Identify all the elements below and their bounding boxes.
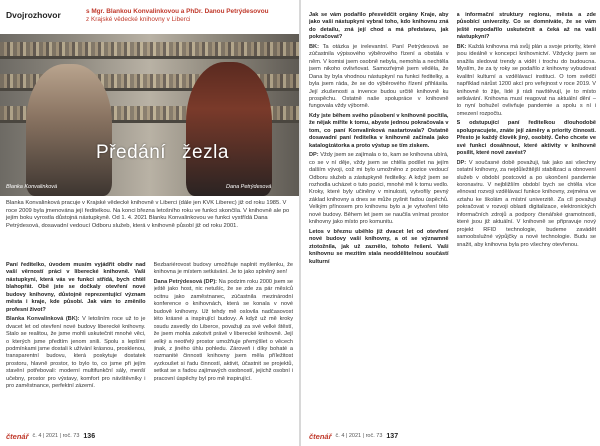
page-number: 137 — [386, 432, 399, 440]
question-text: Letos v březnu uběhlo již dvacet let od otevření nové budovy vaší knihovny, a ot se významně ztotožnila, jak už zaznělo, tohoto řešení. Vaši knihovnu se mezitím stala neoddělitelnou součástí kulturní — [309, 228, 449, 265]
page-number: 136 — [83, 432, 96, 440]
question-text: Paní ředitelko, úvodem musím vyjádřit obdiv nad vaší věrností práci v liberecké knihovně. Vaši nástupkyni, která vás ve funkci střídá, bych chtěl blahopřát. Obě jste se dočkaly otevření nové budovy knihovny, důstojně reprezentující význam města i kraje, kde působí. Jak vám to změnilo profesní život? — [6, 262, 146, 313]
answer-text: Na podzim roku 2000 jsem se ještě jako host, nic netušíc, že se zde za pár měsíců ocitnu jako zaměstnanec, zúčastnila mezinárodní konference o knihovnách, která se konala v nové budově knihovny. Už tehdy mě oslovila nadčasovost této krásné a inspirující budovy. A když už mě kroky osudu zavedly do Liberce, považuji za své velké štěstí, že jsem mohla zakotvit právě v liberecké knihovně. Její velký a neotřelý prostor umožňuje přemýšlet o věcech jinak, z jiného úhlu pohledu. Zároveň i díky bohaté a rozmanité činnosti knihovny jsem měla příležitost vyzkoušet si řadu činností, aktivit, účastnit se projektů, setkat se s řadou zajímavých osobností, jejichž osobní i pracovní úspěchy byl pro mě inspirující. — [153, 278, 293, 382]
answer-text: Bezbariérovost budovy umožňuje naplnit myšlenku, že knihovna je místem setkávání. Je to jako splněný sen! — [153, 262, 293, 276]
right-body-columns — [309, 12, 596, 424]
issue-info: č. 4 | 2021 | roč. 73 — [335, 433, 383, 439]
question-paragraph — [309, 229, 449, 266]
right-column-1 — [309, 12, 449, 424]
question-text: a informační struktury regionu, města a zde působící univerzity. Co se domníváte, že se vám ještě nepodařilo uskutečnit a čeká až na vaši nástupkyni? — [456, 12, 596, 41]
answer-text: V současné době považuji, tak jako asi všechny ostatní knihovny, za nejdůležitější stabilizaci a obnovení služeb v období postcovid a po ukončení pandemie koronaviru. V nejbližším období bych se chtěla více věnovat rozvoji vzdělávací funkce knihovny, zejména ve vztahu ke školám a místní univerzitě. Za cíl považuji pokračovat v rozvoji oblasti digitalizace, elektronických informačních zdrojů a podpory čtenářské gramotnosti, které jsou již aktuální. V knihovně se připravuje nový projekt RFID technologie, budeme zavádět samoobslužné výpůjčky a nové technologie. Budu se snažit, aby knihovna byla pro všechny otevřenou. — [456, 159, 596, 248]
right-footer — [309, 430, 398, 442]
header-photo — [0, 34, 299, 196]
photo-headline — [96, 142, 229, 164]
magazine-brand: čtenář — [6, 431, 29, 441]
article-subtitle — [86, 8, 291, 24]
answer-paragraph — [154, 279, 294, 383]
headline-word-2: žezla — [182, 142, 229, 163]
answer-paragraph — [457, 160, 597, 249]
speaker-label: BK: — [456, 43, 467, 50]
question-text: Jak se vám podařilo přesvědčit orgány Kraje, aby jako vaši nástupkyni vybral toho, kdo knihovnu zná do detailu, zná její chod a má představu, jak pokračovat? — [309, 12, 449, 41]
answer-paragraph — [457, 44, 597, 119]
question-paragraph — [309, 113, 449, 150]
left-column-2 — [154, 262, 294, 424]
issue-info: č. 4 | 2021 | roč. 73 — [32, 433, 80, 439]
photo-caption-right: Dana Petrýdesová — [226, 184, 272, 190]
answer-text: Ta otázka je irelevantní. Paní Petrýdesová se zúčastnila výpisového výběrového řízení a obstála v něm. V komisi jsem osobně nebyla, nemohla a nechtěla jsem nikoho ovlivňovat. Samozřejmě jsem věděla, že Dana by byla vhodnou nástupkyní na funkci ředitelky, a byla jsem ráda, že se do výběrového řízení přihlásila. Její zkušenosti a invence budou určitě knihovně ku prospěchu. Ostatně naše spolupráce v knihovně fungovala vždy výborně. — [309, 43, 449, 110]
headline-word-1: Předání — [96, 142, 167, 163]
left-footer — [6, 430, 95, 442]
left-page — [0, 0, 299, 446]
article-header — [0, 0, 299, 36]
right-column-2 — [457, 12, 597, 424]
photo-caption-left: Blanka Konvalinková — [6, 184, 58, 190]
speaker-label: Blanka Konvalinková (BK): — [6, 316, 80, 323]
question-text: Kdy jste během svého působení v knihovně pocítila, že nějak míříte k tomu, abyste jednou pokračovala v tom, co paní Konvalinková nastartovala? Ostatně dosavadní paní ředitelka v knihovně začínala jako katalogizátorka a proto výstup se tím ziskem. — [309, 112, 449, 149]
right-page — [301, 0, 600, 446]
speaker-label: Dana Petrýdesová (DP): — [153, 278, 218, 285]
question-paragraph — [457, 120, 597, 157]
speaker-label: BK: — [309, 43, 319, 50]
answer-text: Každá knihovna má svůj plán a svoje priority, které jsou ideálně v koncepci knihovnictví. Vždycky jsem se snažila sledovat trendy a vidět i trochu do budoucna. Myslím, že za ty roky se podařilo z knihovny vybudovat kvalitní kulturní a vzdělávací instituci. O tom svědčí například nárůst 1200 akcí pro veřejnost v roce 2019. V knihovně to žije, lidé ji rádi navštěvují, je to místo setkávání. Knihovna musí reagovat na aktuální dění – to nyní bohužel ovlivňuje pandemie a spolu s ní i omezení rozpočtu. — [456, 43, 596, 117]
intro-paragraph: Blanka Konvalinková pracuje v Krajské vědecké knihovně v Liberci (dále jen KVK Liberec) již od roku 1985. V roce 2009 byla jmenována její ředitelkou. Na konci března letošního roku ve funkci skončila. V knihovně ale po jejím boku vyrostla důstojná nástupkyně. Od 1. 4. 2021 Blanku Konvalinkovou ve funkci vystřídá Dana Petrýdesová, dosavadní vedoucí Odboru služeb, která v knihovně působí již od roku 2001. — [6, 200, 290, 229]
speaker-label: DP: — [456, 159, 467, 166]
answer-text: V letošním roce už to je dvacet let od otevření nové budovy liberecké knihovny. Stalo se realitou, že jsme mohli uskutečnit mnohé věci, o kterých jsme předtím jenom snili. Spolu s lepšími podmínkami jsme dostali k užívání krásnou, prosklenou, transparentní budovu, která poskytuje dostatek prostoru, hlavně prostor, to bylo to, co jsme při jejím stavění potřebovali: moderní multifunkční sály, menší učebny, prostor pro výstavy, komfort pro návštěvníky i pro zaměstnance, perfektní zázemí. — [6, 316, 146, 390]
question-paragraph — [309, 12, 449, 42]
magazine-brand: čtenář — [309, 431, 332, 441]
answer-paragraph — [154, 262, 294, 277]
answer-paragraph — [309, 44, 449, 111]
question-paragraph — [457, 12, 597, 42]
speaker-label: DP: — [309, 152, 319, 159]
bookshelf-row — [0, 42, 299, 56]
portrait-right — [186, 62, 272, 196]
left-body-columns — [6, 262, 293, 424]
question-text: S odstupující paní ředitelkou dlouhodobě spolupracujete, znáte její záměry a priority činnosti. Přesto je každý člověk jiný, osobitý. Čeho chcete ve své funkci dosáhnout, které aktivity v knihovně posílit, které nově zavést? — [456, 120, 596, 157]
question-paragraph — [6, 262, 146, 314]
answer-text: Vždy jsem se zajímala o to, kam se knihovna ubírá, co se v ní děje, vždy jsem se chtěla podílet na jejím dalším vývoji, což mi bylo umožněno z pozice vedoucí Odboru služeb a zástupkyně ředitelky. A když jsem se rozhodla ucházet o tuto pozici, mnohé mě k tomu vedlo. Kroky, které byly učiněny v minulosti, vytvořily pevný základ knihovny a dnes se může pyšnit řadou úspěchů. Velkým přínosem pro knihovnu bylo a je vytvoření této nové budovy. Během let jsem se naučila vnímat prostor knihovny jako místo pro komunitu. — [309, 152, 449, 226]
answer-paragraph — [6, 316, 146, 391]
portrait-left — [26, 64, 112, 196]
rubric-title: Dvojrozhovor — [6, 10, 61, 20]
subtitle-organization: z Krajské vědecké knihovny v Liberci — [86, 16, 191, 23]
left-column-1 — [6, 262, 146, 424]
answer-paragraph — [309, 152, 449, 227]
subtitle-authors: s Mgr. Blankou Konvalinkovou a PhDr. Danou Petrýdesovou — [86, 8, 269, 15]
bookshelf-board — [0, 56, 299, 59]
